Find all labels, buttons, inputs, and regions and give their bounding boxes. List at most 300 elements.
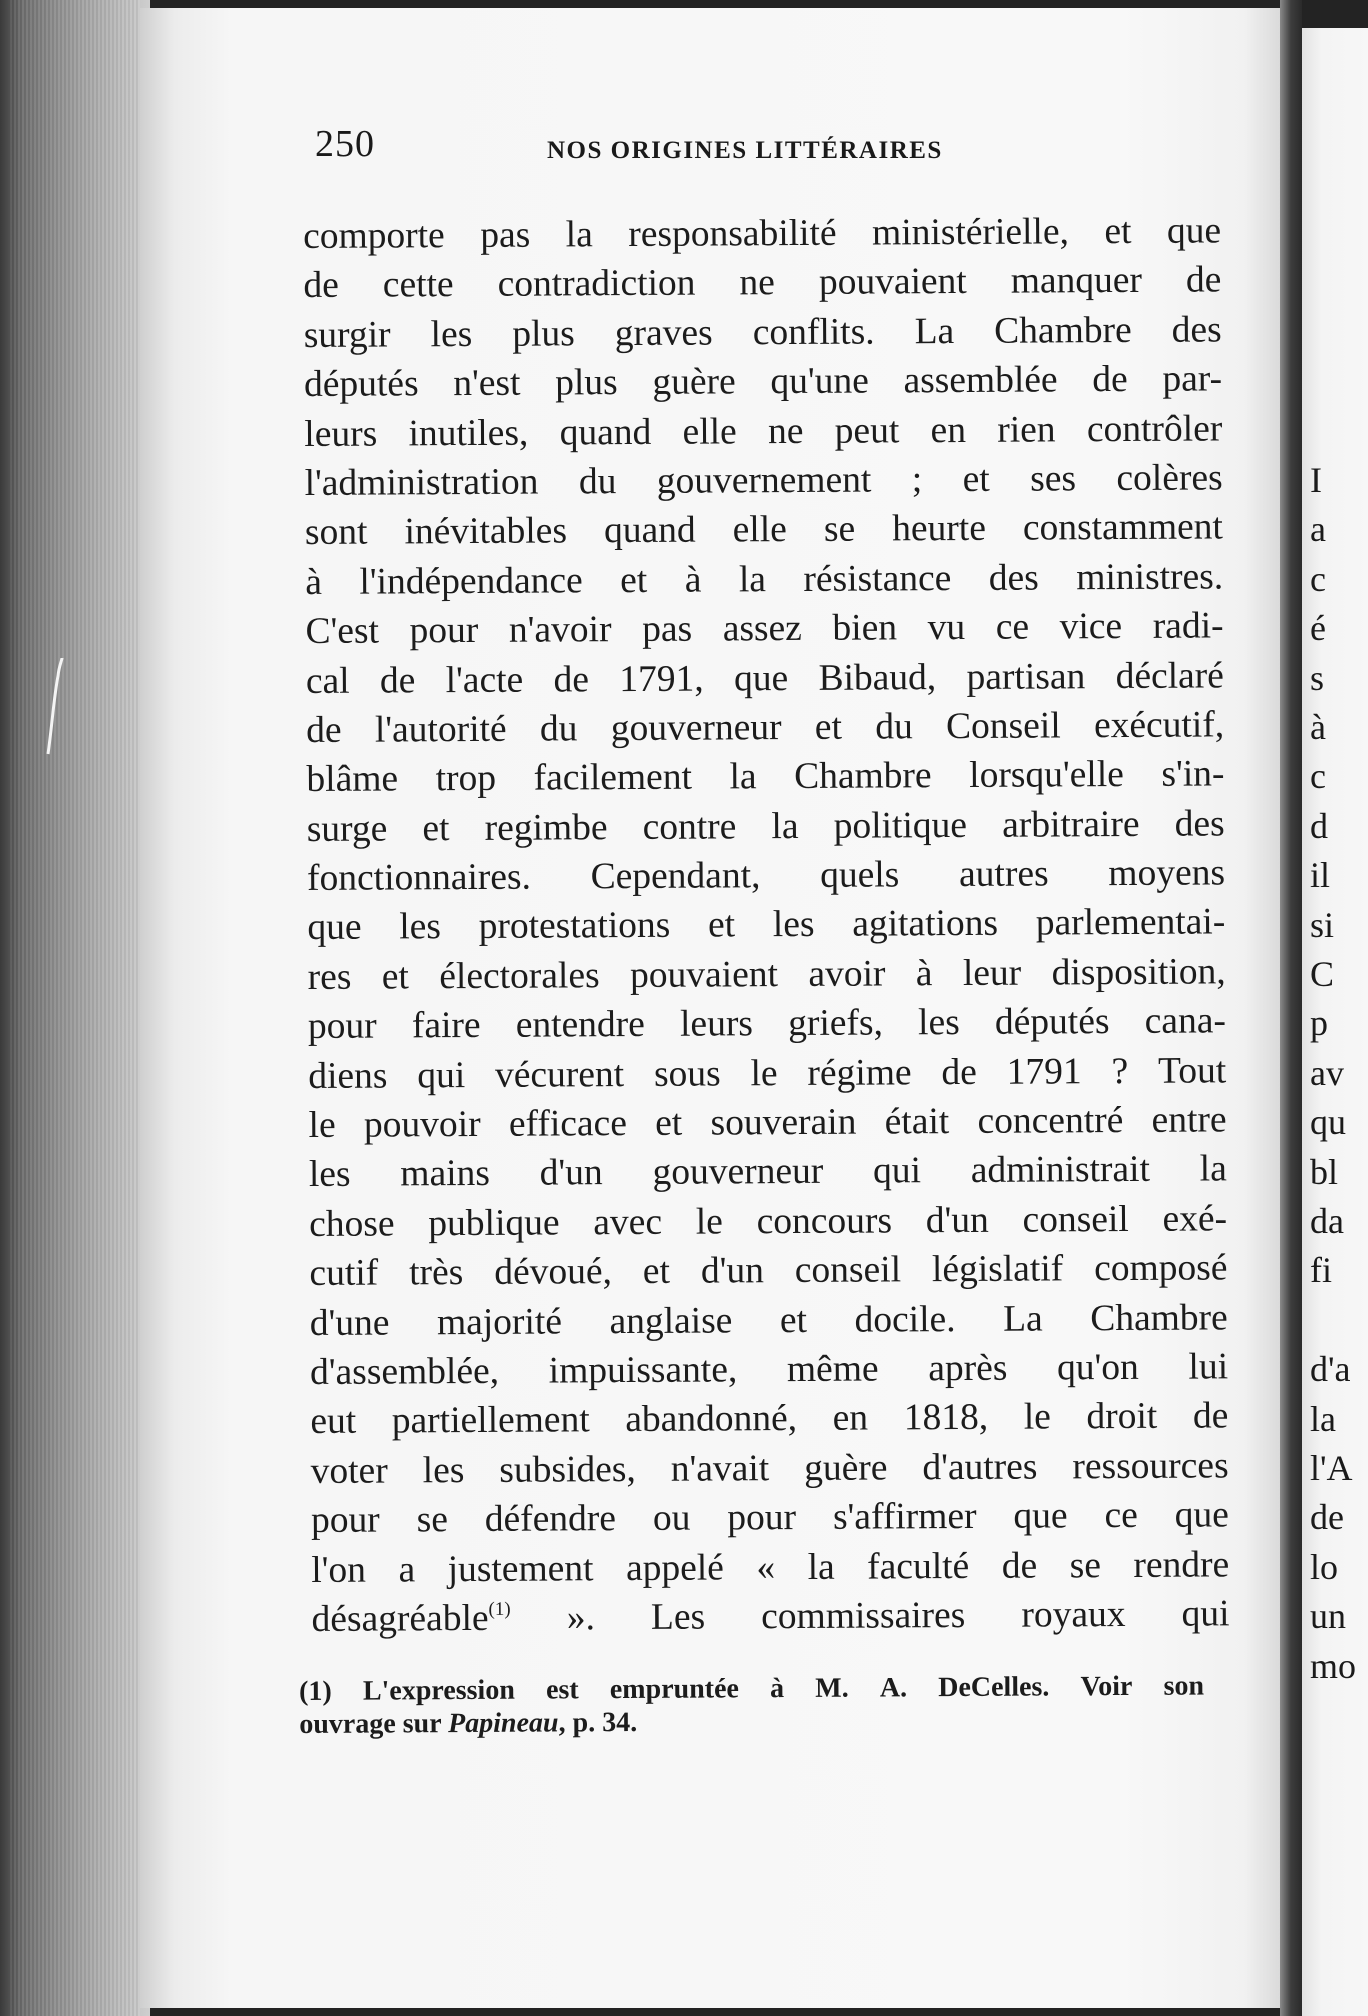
word: s'affirmer — [832, 1496, 977, 1538]
word: pouvaient — [818, 261, 967, 304]
word: conflits. — [752, 311, 875, 354]
word: droit — [1086, 1396, 1158, 1438]
word: cette — [382, 264, 454, 306]
word: peut — [834, 409, 900, 452]
word: la — [729, 756, 757, 798]
text-line — [309, 1244, 1227, 1299]
word: n'avoir — [508, 609, 612, 651]
word: leurs — [304, 413, 378, 455]
word: plus — [555, 362, 618, 404]
text-line — [304, 305, 1222, 360]
word: le — [308, 1104, 336, 1147]
word: vécurent — [494, 1053, 625, 1096]
word: ne — [767, 410, 804, 452]
word: et — [620, 559, 648, 601]
text-line — [306, 700, 1224, 755]
word: justement — [447, 1547, 594, 1590]
footnote-line — [299, 1669, 1204, 1708]
word: pour — [409, 610, 479, 652]
word: docile. — [854, 1298, 956, 1341]
word: de — [941, 1051, 977, 1093]
word: ; — [911, 459, 923, 501]
word: pas — [642, 608, 693, 651]
word: Chambre — [994, 309, 1132, 352]
word: d'un — [925, 1199, 989, 1242]
word: colères — [1116, 457, 1223, 499]
word: législatif — [931, 1248, 1064, 1291]
book-page-edges — [0, 0, 150, 2016]
text-line — [304, 355, 1222, 410]
word: d'autres — [922, 1446, 1038, 1489]
word: lorsqu'elle — [969, 754, 1124, 797]
word: que — [733, 657, 789, 699]
word: faculté — [867, 1545, 970, 1588]
word: elle — [732, 509, 787, 551]
word: administrait — [970, 1149, 1151, 1192]
text-line — [308, 1095, 1226, 1150]
word: qui — [872, 1150, 922, 1192]
word: arbitraire — [1002, 803, 1140, 846]
word: assemblée — [903, 359, 1058, 402]
word: qui — [417, 1054, 466, 1096]
facing-page-fragment: c — [1310, 756, 1326, 797]
word: Les — [650, 1596, 706, 1638]
text-line — [310, 1342, 1228, 1397]
word: que — [307, 907, 362, 949]
word: l'on — [311, 1549, 367, 1591]
word: qu'une — [770, 360, 869, 403]
word: graves — [614, 312, 713, 354]
word: à — [305, 561, 323, 603]
facing-page-fragment: a — [1310, 509, 1326, 550]
text-line — [308, 997, 1226, 1052]
word: ressources — [1072, 1445, 1229, 1488]
word: responsabilité — [628, 212, 837, 256]
word: vu — [927, 607, 966, 649]
facing-page-fragment: lo — [1310, 1546, 1339, 1587]
word: partisan — [966, 655, 1086, 698]
word: de — [303, 265, 339, 307]
word: L'expression — [362, 1674, 515, 1707]
text-line — [306, 651, 1224, 706]
word: quels — [820, 854, 900, 896]
word: gouvernement — [656, 459, 872, 502]
facing-page-fragment: il — [1310, 855, 1331, 896]
word: et — [642, 1250, 671, 1293]
facing-page-fragment: mo — [1310, 1645, 1357, 1686]
word: empruntée — [609, 1673, 739, 1706]
word: les — [308, 1154, 351, 1196]
word: guère — [652, 361, 736, 404]
word: eut — [310, 1401, 357, 1443]
word: concours — [756, 1200, 893, 1243]
word: avoir — [808, 953, 886, 995]
word: 1791 — [1006, 1050, 1082, 1093]
word: les — [430, 313, 473, 356]
word: Chambre — [1090, 1296, 1228, 1339]
word: est — [545, 1674, 579, 1706]
word: royaux — [1021, 1593, 1126, 1636]
word: n'avait — [670, 1447, 770, 1490]
word: du — [578, 461, 617, 503]
facing-page-fragment: à — [1310, 707, 1326, 747]
word: se — [416, 1499, 449, 1541]
word: blâme — [306, 758, 399, 801]
word: du — [539, 708, 578, 750]
word: désagréable$^{(1)}$ — [311, 1597, 511, 1640]
word: les — [772, 904, 815, 946]
word: commissaires — [761, 1594, 966, 1638]
word: de — [553, 658, 590, 700]
text-line — [311, 1441, 1229, 1496]
word: la — [1199, 1148, 1227, 1190]
word: que — [1013, 1495, 1068, 1537]
word: bien — [832, 607, 898, 649]
word: res — [307, 956, 352, 998]
word: radi- — [1152, 605, 1224, 647]
word: se — [1069, 1544, 1102, 1586]
word: et — [381, 956, 410, 998]
text-line — [311, 1491, 1229, 1546]
word: griefs, — [788, 1002, 884, 1045]
word: Bibaud, — [818, 656, 937, 699]
text-line — [308, 1046, 1226, 1101]
word: ce — [995, 606, 1030, 648]
word: ? — [1111, 1050, 1129, 1092]
text-line — [307, 898, 1225, 953]
word: exécutif, — [1093, 704, 1225, 747]
word: vice — [1059, 606, 1123, 648]
facing-page-fragment: l'A — [1310, 1448, 1353, 1488]
word: plus — [512, 313, 575, 355]
facing-page-fragment: d — [1310, 805, 1328, 846]
word: cutif — [309, 1252, 379, 1295]
word: la — [565, 214, 593, 256]
facing-page-fragment: si — [1310, 904, 1335, 945]
word: régime — [807, 1051, 912, 1094]
word: guère — [804, 1447, 888, 1489]
word: leurs — [679, 1003, 754, 1045]
text-line — [305, 602, 1223, 657]
word: contradiction — [497, 262, 696, 306]
word: l'indépendance — [359, 560, 583, 603]
word: manquer — [1010, 260, 1143, 303]
word: ce — [1104, 1495, 1138, 1537]
word: C'est — [305, 610, 380, 653]
word: les — [422, 1449, 465, 1492]
word: moyens — [1108, 852, 1226, 895]
word: majorité — [436, 1301, 563, 1343]
footnote — [299, 1669, 1204, 1741]
word: avec — [593, 1201, 663, 1244]
word: que — [1174, 1494, 1230, 1536]
word: comporte — [303, 215, 445, 257]
word: la — [771, 805, 799, 847]
word: disposition, — [1051, 951, 1226, 994]
word: son — [1163, 1670, 1205, 1702]
page-number: 250 — [315, 123, 375, 165]
word: La — [914, 310, 955, 353]
word: Chambre — [794, 755, 932, 798]
word: les — [399, 906, 442, 948]
facing-page-fragment: un — [1310, 1596, 1346, 1637]
text-line — [310, 1392, 1228, 1447]
word: en — [832, 1397, 869, 1440]
word: résistance — [803, 557, 952, 600]
word: et — [1104, 210, 1132, 253]
word: constamment — [1022, 506, 1224, 549]
word: de — [379, 659, 416, 702]
word: pour — [727, 1497, 797, 1539]
word: l'acte — [445, 659, 524, 701]
word: était — [884, 1101, 950, 1143]
word: pour — [307, 1005, 377, 1048]
word: partiellement — [391, 1399, 590, 1442]
word: souverain — [710, 1101, 857, 1144]
word: agitations — [852, 903, 999, 946]
word: heurte — [892, 508, 987, 550]
word: de — [1192, 1395, 1229, 1437]
word: ministres. — [1076, 556, 1224, 599]
word: 1791, — [619, 658, 704, 700]
word: et — [962, 458, 990, 500]
word: pour — [310, 1499, 380, 1542]
word: elle — [682, 410, 737, 453]
word: ». — [566, 1597, 596, 1639]
word: Conseil — [945, 705, 1061, 747]
word: a — [398, 1548, 416, 1590]
word: faire — [411, 1005, 481, 1047]
word: rien — [997, 408, 1056, 451]
text-line — [306, 750, 1224, 805]
text-line — [303, 256, 1221, 311]
word: même — [786, 1348, 879, 1391]
text-line — [305, 453, 1223, 508]
word: (1) — [299, 1675, 332, 1707]
facing-page-fragment: da — [1310, 1201, 1344, 1241]
word: assez — [722, 608, 802, 650]
word: des — [1171, 309, 1222, 351]
text-line — [307, 848, 1225, 903]
text-line — [310, 1293, 1228, 1348]
word: en — [930, 409, 967, 451]
text-line — [307, 799, 1225, 854]
facing-page-fragment: C — [1310, 954, 1335, 994]
word: l'autorité — [374, 708, 507, 751]
facing-page-fragment: d'a — [1310, 1349, 1351, 1390]
word: impuissante, — [548, 1349, 738, 1392]
word: surgir — [303, 314, 391, 356]
word: inutiles, — [408, 412, 529, 454]
word: 1818, — [903, 1397, 989, 1439]
word: députés — [994, 1001, 1110, 1044]
word: s'in- — [1161, 753, 1225, 796]
word: mains — [400, 1153, 491, 1195]
footnote-line — [299, 1702, 1204, 1741]
word: pas — [480, 214, 531, 256]
word: députés — [303, 363, 419, 406]
word: très — [409, 1252, 464, 1294]
word: qui — [1181, 1593, 1230, 1635]
word: d'une — [309, 1302, 390, 1344]
word: pouvoir — [363, 1103, 481, 1146]
word: ses — [1030, 458, 1077, 500]
word: exé- — [1162, 1198, 1228, 1240]
text-line — [311, 1540, 1229, 1595]
text-line — [308, 947, 1226, 1002]
word: sous — [653, 1053, 721, 1095]
word: sont — [304, 511, 368, 554]
word: inévitables — [404, 510, 568, 553]
word: du — [875, 706, 913, 748]
facing-page-fragment: la — [1310, 1398, 1336, 1439]
word: conseil — [794, 1249, 902, 1292]
word: l'administration — [304, 461, 539, 504]
word: « — [756, 1546, 776, 1588]
word: des — [1174, 803, 1225, 845]
text-line — [305, 503, 1223, 558]
word: et — [707, 904, 736, 947]
word: des — [988, 557, 1039, 599]
word: leur — [962, 952, 1022, 994]
word: diens — [308, 1055, 388, 1097]
page-header — [315, 122, 1215, 172]
text-line — [303, 206, 1221, 261]
word: gouverneur — [652, 1151, 824, 1194]
word: subsides, — [499, 1448, 636, 1491]
facing-page-fragment: s — [1310, 657, 1325, 698]
word: quand — [603, 509, 696, 552]
word: cal — [305, 660, 350, 702]
text-line — [309, 1145, 1227, 1200]
word: contre — [642, 806, 737, 848]
word: parlementai- — [1035, 901, 1226, 945]
word: dévoué, — [494, 1251, 613, 1294]
word: lui — [1188, 1346, 1229, 1388]
word: à — [684, 559, 702, 601]
word: composé — [1094, 1247, 1228, 1290]
word: la — [807, 1546, 835, 1588]
word: après — [928, 1347, 1008, 1390]
word: voter — [310, 1450, 388, 1492]
word: abandonné, — [625, 1398, 798, 1441]
facing-page-fragment: bl — [1310, 1151, 1339, 1192]
word: Cependant, — [590, 855, 761, 898]
word: entre — [1151, 1099, 1227, 1141]
word: gouverneur — [610, 706, 782, 750]
word: la — [738, 558, 767, 601]
word: n'est — [453, 362, 521, 405]
word: DeCelles. — [938, 1671, 1050, 1704]
word: anglaise — [609, 1299, 733, 1342]
word: appelé — [625, 1547, 724, 1589]
word: contrôler — [1086, 407, 1223, 450]
word: ou — [652, 1497, 691, 1540]
facing-page-fragment: de — [1310, 1497, 1344, 1538]
text-line — [304, 404, 1222, 459]
word: de — [1185, 259, 1222, 301]
word: défendre — [484, 1498, 617, 1541]
word: à — [769, 1673, 785, 1705]
word: efficace — [508, 1103, 628, 1145]
word: par- — [1162, 358, 1223, 400]
word: conseil — [1022, 1198, 1129, 1241]
text-line — [311, 1589, 1229, 1644]
text-line — [309, 1194, 1227, 1249]
word: fonctionnaires. — [306, 856, 532, 900]
word: ministérielle, — [871, 211, 1070, 254]
word: rendre — [1133, 1543, 1230, 1586]
word: déclaré — [1115, 654, 1224, 697]
word: le — [1023, 1396, 1051, 1438]
word: d'un — [700, 1250, 765, 1292]
word: et — [655, 1102, 683, 1144]
word: A. — [879, 1672, 908, 1704]
word: facilement — [533, 756, 693, 799]
facing-page-fragment: I — [1310, 460, 1322, 500]
word: M. — [815, 1672, 849, 1704]
word: autres — [958, 853, 1049, 896]
word: protestations — [478, 905, 671, 948]
word: les — [917, 1002, 960, 1044]
word: trop — [435, 758, 497, 800]
word: pouvaient — [629, 953, 779, 996]
word: qu'on — [1056, 1346, 1139, 1389]
word: se — [823, 508, 856, 551]
footnote-text: , p. 34. — [558, 1706, 638, 1739]
word: surge — [306, 808, 388, 850]
body-text — [303, 206, 1230, 1644]
word: de — [1001, 1545, 1038, 1587]
scan-mark — [44, 656, 64, 756]
word: le — [695, 1201, 723, 1243]
word: Tout — [1157, 1050, 1227, 1092]
facing-page-fragment: é — [1310, 608, 1326, 649]
word: électorales — [439, 955, 600, 998]
facing-page-fragment: c — [1310, 558, 1326, 599]
word: le — [750, 1052, 778, 1094]
book-gutter — [1280, 0, 1302, 2016]
word: et — [422, 807, 450, 849]
footnote-marker[interactable]: (1) — [488, 1598, 511, 1620]
word: à — [915, 953, 933, 995]
word: publique — [428, 1202, 560, 1245]
facing-page-fragment: av — [1310, 1052, 1344, 1093]
facing-page-fragment: qu — [1310, 1102, 1346, 1143]
word: cana- — [1144, 1000, 1227, 1043]
footnote-book-title: Papineau — [448, 1707, 559, 1740]
facing-page-fragment: fi — [1310, 1250, 1332, 1291]
word: d'un — [539, 1152, 603, 1194]
word: d'assemblée, — [309, 1350, 500, 1393]
word: regimbe — [484, 806, 608, 849]
footnote-text: ouvrage sur — [299, 1708, 449, 1740]
word: que — [1166, 210, 1222, 252]
word: de — [306, 709, 342, 751]
facing-page — [1302, 28, 1368, 2016]
word: de — [1092, 359, 1128, 401]
word: Voir — [1080, 1670, 1133, 1703]
word: politique — [833, 804, 968, 847]
word: concentré — [977, 1100, 1124, 1142]
facing-page-fragment: p — [1310, 1003, 1328, 1044]
word: La — [1003, 1298, 1043, 1340]
word: ne — [739, 262, 776, 304]
word: chose — [309, 1203, 395, 1245]
word: entendre — [515, 1004, 646, 1046]
text-line — [305, 552, 1223, 607]
word: et — [814, 706, 843, 748]
